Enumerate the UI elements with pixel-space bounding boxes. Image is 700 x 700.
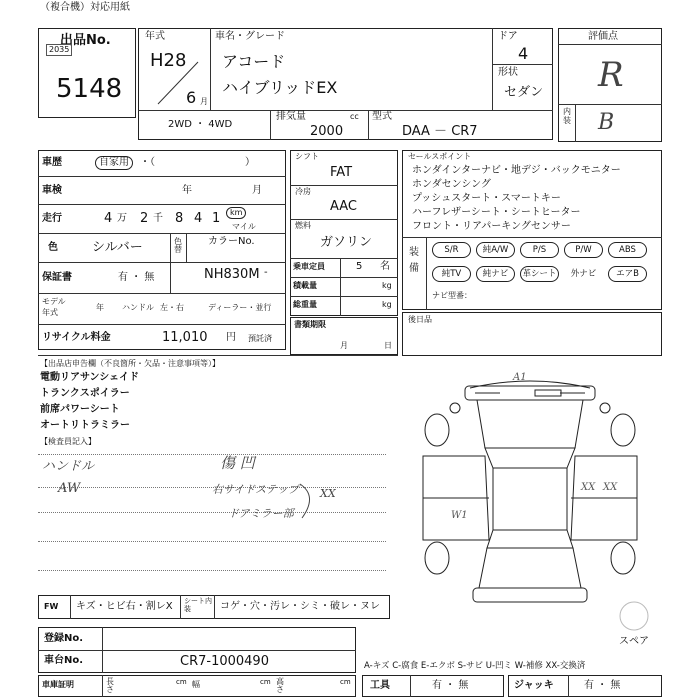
sales-item: ハーフレザーシート・シートヒーター bbox=[412, 207, 581, 218]
spare-tire-icon bbox=[618, 600, 650, 632]
note-item: 電動リアサンシェイド bbox=[40, 372, 140, 383]
model-name: アコード bbox=[222, 52, 286, 71]
inspector-handwriting: 傷 凹 bbox=[220, 454, 255, 472]
dealer-label: ディーラー・並行 bbox=[208, 303, 272, 312]
tools-value: 有 ・ 無 bbox=[432, 680, 469, 691]
mileage-label: 走行 bbox=[42, 213, 62, 224]
docs-month: 月 bbox=[340, 341, 348, 350]
recycle-note: 預託済 bbox=[248, 334, 272, 343]
recycle-unit: 円 bbox=[226, 332, 236, 343]
equip-abs: ABS bbox=[608, 242, 647, 258]
equip-power-window: P/W bbox=[564, 242, 603, 258]
interior-grade: B bbox=[598, 110, 615, 135]
mileage-digit: 8 bbox=[175, 211, 184, 226]
inspector-handwriting: ハンドル bbox=[42, 459, 95, 474]
diagram-mark-front: A1 bbox=[513, 372, 527, 383]
model-grade: ハイブリッドEX bbox=[222, 78, 338, 97]
equip-tv: 純TV bbox=[432, 266, 471, 282]
nav-model-label: ナビ型番： bbox=[432, 291, 472, 300]
history-selected: 自家用 bbox=[95, 156, 133, 170]
equip-alloy-wheel: 純A/W bbox=[476, 242, 515, 258]
seat-label: シート内装 bbox=[184, 597, 212, 613]
displacement-unit: cc bbox=[350, 112, 359, 121]
cert-unit: cm bbox=[260, 678, 271, 686]
color-change-label: 色替 bbox=[174, 237, 182, 255]
model-year-label1: モデル bbox=[42, 297, 66, 306]
warranty-value: 有 ・ 無 bbox=[118, 272, 155, 283]
notes-label: 【出品店申告欄（不良箇所・欠品・注意事項等）】 bbox=[40, 359, 220, 368]
fuel-value: ガソリン bbox=[320, 235, 373, 250]
seats-unit: 名 bbox=[380, 261, 390, 272]
displacement-label: 排気量 bbox=[276, 111, 306, 122]
cert-unit: cm bbox=[176, 678, 187, 686]
ac-label: 冷房 bbox=[295, 187, 311, 196]
mileage-digit: 1 bbox=[212, 211, 221, 226]
sales-item: ホンダインターナビ・地デジ・バックモニター bbox=[412, 165, 621, 176]
recycle-value: 11,010 bbox=[162, 330, 208, 345]
form-title: （複合機）対応用紙 bbox=[40, 2, 130, 13]
month-unit: 月 bbox=[200, 97, 208, 106]
inspector-label: 【検査員記入】 bbox=[40, 437, 96, 446]
docs-label: 書類期限 bbox=[294, 320, 326, 329]
warranty-label: 保証書 bbox=[42, 272, 72, 283]
model-code-label: 型式 bbox=[372, 111, 392, 122]
inspector-handwriting: ドアミラー部 bbox=[228, 507, 294, 520]
after-parts-box bbox=[402, 312, 662, 356]
shape-label: 形状 bbox=[498, 67, 518, 78]
drive-options: 2WD ・ 4WD bbox=[168, 119, 233, 130]
shape-value: セダン bbox=[504, 85, 544, 100]
displacement-value: 2000 bbox=[310, 124, 344, 139]
warranty-dash: - bbox=[264, 267, 268, 278]
sales-label: セールスポイント bbox=[408, 152, 472, 161]
handle-label: ハンドル bbox=[122, 303, 154, 312]
door-label: ドア bbox=[498, 31, 518, 42]
shift-label: シフト bbox=[295, 152, 319, 161]
history-box bbox=[38, 150, 286, 350]
year-label: 年式 bbox=[145, 31, 165, 42]
cert-width-label: 幅 bbox=[192, 680, 200, 689]
model-label: 車名・グレード bbox=[215, 31, 285, 42]
note-item: 前席パワーシート bbox=[40, 404, 120, 415]
inspection-month: 月 bbox=[252, 185, 262, 196]
chassis-value: CR7-1000490 bbox=[180, 654, 269, 669]
vehicle-damage-diagram bbox=[415, 368, 645, 618]
ac-value: AAC bbox=[330, 199, 357, 214]
jack-label: ジャッキ bbox=[514, 680, 554, 691]
recycle-label: リサイクル料金 bbox=[42, 332, 111, 343]
registration-label: 登録No. bbox=[44, 633, 84, 644]
cert-length-label: 長さ bbox=[106, 677, 114, 694]
seats-label: 乗車定員 bbox=[293, 262, 325, 271]
weight-unit: kg bbox=[382, 300, 392, 309]
jack-value: 有 ・ 無 bbox=[584, 680, 621, 691]
after-parts-label: 後日品 bbox=[408, 315, 432, 324]
inspector-handwriting: AW bbox=[58, 481, 81, 496]
mileage-digit: 4 bbox=[194, 211, 203, 226]
note-item: オートリトラミラー bbox=[40, 420, 130, 431]
spare-label: スペア bbox=[619, 636, 649, 647]
month-value: 6 bbox=[186, 88, 197, 107]
diagram-mark-right: XX bbox=[581, 482, 596, 493]
equip-leather-seat: 革シート bbox=[520, 266, 559, 282]
model-code-value: DAA － CR7 bbox=[402, 124, 478, 139]
door-value: 4 bbox=[518, 44, 529, 63]
docs-day: 日 bbox=[384, 341, 392, 350]
history-rest: ・（ ） bbox=[140, 157, 255, 168]
equip-power-steering: P/S bbox=[520, 242, 559, 258]
diagram-mark-right: XX bbox=[603, 482, 618, 493]
color-code-label: カラーNo. bbox=[208, 236, 255, 247]
mileage-digit: 4 bbox=[104, 211, 113, 226]
color-code-value: NH830M bbox=[204, 267, 260, 282]
load-label: 積載量 bbox=[293, 281, 317, 290]
history-label: 車歴 bbox=[42, 157, 62, 168]
equipment-label: 装備 bbox=[409, 247, 419, 274]
fw-defects: キズ・ヒビ右・割レX bbox=[76, 601, 173, 612]
seats-value: 5 bbox=[356, 261, 363, 272]
load-unit: kg bbox=[382, 281, 392, 290]
note-item: トランクスポイラー bbox=[40, 388, 130, 399]
fw-label: FW bbox=[44, 602, 59, 611]
inspection-label: 車検 bbox=[42, 185, 62, 196]
lot-number: 5148 bbox=[56, 74, 123, 104]
color-value: シルバー bbox=[92, 240, 143, 255]
interior-label: 内装 bbox=[563, 107, 571, 125]
model-year-year: 年 bbox=[96, 303, 104, 312]
cert-height-label: 高さ bbox=[276, 677, 284, 694]
cert-unit: cm bbox=[340, 678, 351, 686]
inspection-year: 年 bbox=[182, 185, 192, 196]
mileage-unit-km: km bbox=[226, 207, 246, 219]
weight-label: 総重量 bbox=[293, 300, 317, 309]
inspector-handwriting: XX bbox=[320, 487, 336, 500]
handle-value: 左・右 bbox=[160, 303, 184, 312]
fuel-label: 燃料 bbox=[295, 221, 311, 230]
color-label: 色 bbox=[48, 242, 58, 253]
shift-value: FAT bbox=[330, 165, 353, 180]
equip-airbag: エアB bbox=[608, 266, 647, 282]
seat-defects: コゲ・穴・汚レ・シミ・破レ・ヌレ bbox=[220, 601, 380, 612]
diagram-mark-left: W1 bbox=[451, 510, 468, 521]
sales-item: ホンダセンシング bbox=[412, 179, 491, 190]
inspector-handwriting: 右サイドステップ bbox=[212, 483, 299, 496]
bracket-mark-icon bbox=[296, 482, 326, 522]
mileage-digit: 2 bbox=[140, 211, 149, 226]
equip-aftermarket-navi: 外ナビ bbox=[570, 269, 597, 279]
mileage-unit-man: 万 bbox=[117, 213, 127, 224]
year-value: H28 bbox=[150, 50, 187, 71]
damage-legend: A-キズ C-腐食 E-エクボ S-サビ U-凹ミ W-補修 XX-交換済 bbox=[364, 661, 586, 671]
mileage-unit-sen: 千 bbox=[153, 213, 163, 224]
mileage-unit-mile: マイル bbox=[232, 222, 256, 231]
chassis-label: 車台No. bbox=[44, 655, 84, 666]
equip-sunroof: S/R bbox=[432, 242, 471, 258]
tools-label: 工具 bbox=[370, 680, 390, 691]
grade-score: R bbox=[598, 55, 624, 95]
lot-label: 出品No. bbox=[60, 33, 111, 48]
lot-stamp: 2035 bbox=[46, 44, 72, 56]
grade-label: 評価点 bbox=[588, 31, 618, 42]
sales-item: プッシュスタート・スマートキー bbox=[412, 193, 561, 204]
model-year-label2: 年式 bbox=[42, 308, 58, 317]
certificate-label: 車庫証明 bbox=[42, 680, 74, 689]
sales-item: フロント・リアパーキングセンサー bbox=[412, 221, 571, 232]
equip-navi: 純ナビ bbox=[476, 266, 515, 282]
